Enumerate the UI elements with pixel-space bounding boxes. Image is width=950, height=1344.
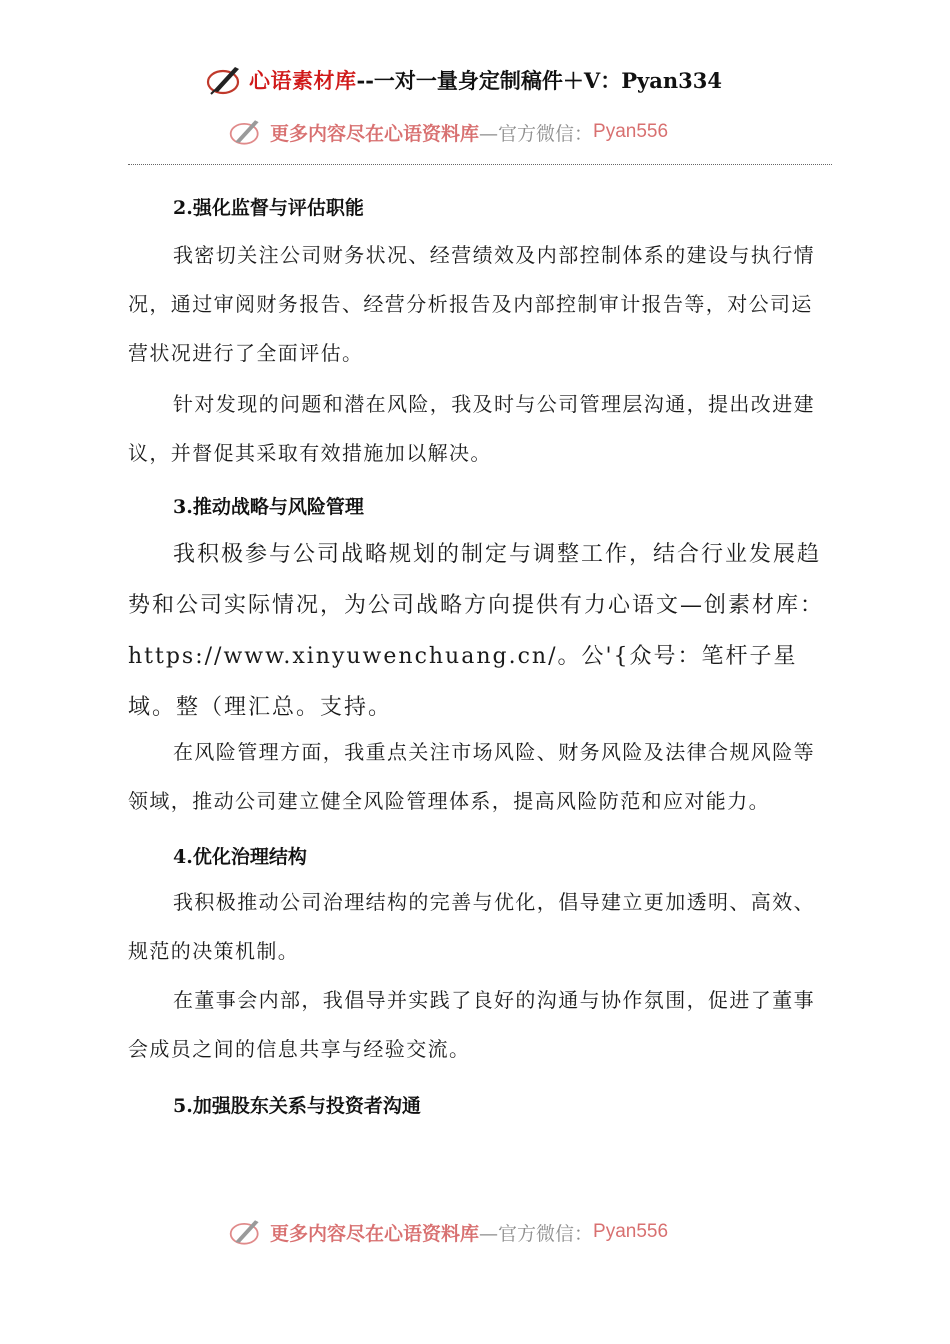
paragraph: 我积极推动公司治理结构的完善与优化，倡导建立更加透明、高效、规范的决策机制。 xyxy=(128,890,815,963)
section-heading-3: 3.推动战略与风险管理 xyxy=(173,496,364,518)
paragraph: 我密切关注公司财务状况、经营绩效及内部控制体系的建设与执行情况，通过审阅财务报告、经营分析报告及内部控制审计报告等，对公司运营状况进行了全面评估。 xyxy=(128,243,815,365)
header-brand-line xyxy=(205,60,825,100)
paragraph: 在董事会内部，我倡导并实践了良好的沟通与协作氛围，促进了董事会成员之间的信息共享与经验交流。 xyxy=(128,988,815,1061)
brand-tagline: --一对一量身定制稿件＋V：Pyan334 xyxy=(356,68,722,93)
section-heading-2: 2.强化监督与评估职能 xyxy=(173,197,364,219)
quill-logo-icon xyxy=(228,1216,264,1248)
section-heading-5: 5.加强股东关系与投资者沟通 xyxy=(173,1095,421,1117)
quill-logo-icon xyxy=(205,63,245,97)
footer-line xyxy=(228,1212,788,1252)
header-sub-dash: —官方微信： xyxy=(479,122,594,145)
paragraph: 在风险管理方面，我重点关注市场风险、财务风险及法律合规风险等领域，推动公司建立健全风险管理体系，提高风险防范和应对能力。 xyxy=(128,740,815,813)
brand-name: 心语素材库 xyxy=(249,68,357,93)
footer-wechat-id: Pyan556 xyxy=(593,1221,669,1242)
header-sub-line xyxy=(228,112,788,152)
header-wechat-id: Pyan556 xyxy=(593,121,669,142)
header-divider xyxy=(128,164,832,165)
paragraph: 我积极参与公司战略规划的制定与调整工作，结合行业发展趋势和公司实际情况，为公司战略方向提供有力心语文—创素材库：https://www.xinyuwenchuang.cn/。公'{众号：笔杆子星域。整（理汇总。支持。 xyxy=(128,542,825,720)
section-heading-4: 4.优化治理结构 xyxy=(173,846,307,868)
footer-dash: —官方微信： xyxy=(479,1222,594,1245)
header-sub-text: 更多内容尽在心语资料库 xyxy=(270,122,480,145)
paragraph: 针对发现的问题和潜在风险，我及时与公司管理层沟通，提出改进建议，并督促其采取有效措施加以解决。 xyxy=(128,392,815,465)
footer-text: 更多内容尽在心语资料库 xyxy=(270,1222,480,1245)
quill-logo-icon xyxy=(228,116,264,148)
